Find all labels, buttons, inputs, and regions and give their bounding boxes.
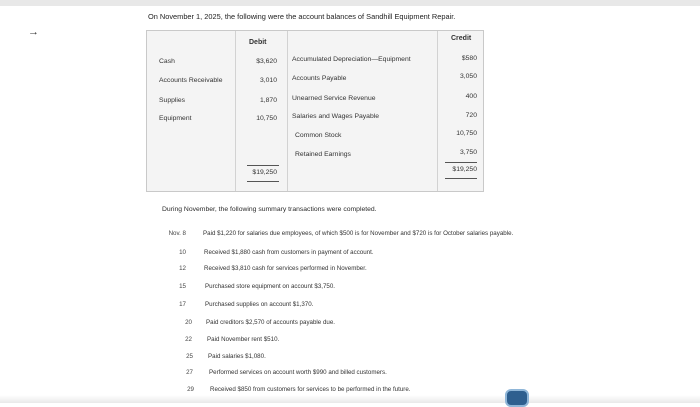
credit-account-name: Common Stock [295,132,342,139]
transaction-row [0,283,700,295]
during-november-text: During November, the following summary transactions were completed. [162,206,377,213]
transaction-date: 17 [179,301,186,308]
debit-amount: $3,620 [256,58,277,65]
intro-text: On November 1, 2025, the following were the account balances of Sandhill Equipment Repair. [148,12,456,21]
debit-amount: 3,010 [259,77,277,84]
credit-account-name: Unearned Service Revenue [292,95,376,102]
credit-account-name: Accounts Payable [292,75,347,82]
debit-account-name: Equipment [159,115,192,122]
credit-amount: $580 [461,55,477,62]
column-divider [287,31,288,191]
credit-total: $19,250 [452,166,477,173]
transaction-date: 20 [185,319,192,326]
transaction-row [0,301,700,313]
credit-amount: 3,050 [459,73,477,80]
transaction-text: Received $1,880 cash from customers in payment of account. [204,249,374,256]
transaction-date: 27 [186,369,193,376]
transaction-date: 15 [179,283,186,290]
transaction-text: Paid creditors $2,570 of accounts payable due. [206,319,335,326]
credit-amount: 720 [465,112,477,119]
transaction-text: Received $3,810 cash for services performed in November. [204,265,367,272]
transaction-row [0,336,700,348]
debit-account-name: Accounts Receivable [159,77,223,84]
transaction-date: 29 [187,386,194,393]
transaction-date: 22 [185,336,192,343]
transaction-text: Purchased store equipment on account $3,750. [205,283,336,290]
credit-amount: 400 [465,93,477,100]
debit-account-name: Supplies [159,97,186,104]
transaction-text: Paid salaries $1,080. [208,353,266,360]
transaction-row [0,230,700,242]
transaction-date: 25 [186,353,193,360]
credit-amount: 10,750 [456,130,477,137]
bottom-edge [0,395,700,403]
debit-total-rule [247,165,279,166]
debit-double-rule [247,181,279,182]
transaction-text: Paid $1,220 for salaries due employees, of which $500 is for November and $720 is for October salaries payable. [203,230,514,237]
transaction-row [0,249,700,261]
transaction-row [0,353,700,365]
credit-account-name: Retained Earnings [295,151,351,158]
transaction-date: 10 [179,249,186,256]
debit-total: $19,250 [252,169,277,176]
credit-amount: 3,750 [459,149,477,156]
transaction-text: Received $850 from customers for services to be performed in the future. [210,386,411,393]
app-badge-icon[interactable] [505,389,529,407]
transaction-text: Performed services on account worth $990 and billed customers. [209,369,387,376]
debit-amount: 10,750 [256,115,277,122]
credit-account-name: Accumulated Depreciation—Equipment [292,56,411,63]
transaction-row [0,369,700,381]
transaction-text: Paid November rent $510. [207,336,280,343]
top-border [0,0,700,6]
debit-header: Debit [249,39,267,46]
arrow-left-icon[interactable]: → [28,26,39,38]
transaction-row [0,319,700,331]
credit-double-rule [445,178,477,179]
transaction-text: Purchased supplies on account $1,370. [205,301,314,308]
transaction-row [0,265,700,277]
debit-amount: 1,870 [259,97,277,104]
credit-total-rule [445,162,477,163]
transaction-date: 12 [179,265,186,272]
debit-account-name: Cash [159,58,175,65]
transaction-date: Nov. 8 [168,230,186,237]
credit-account-name: Salaries and Wages Payable [292,113,380,120]
credit-header: Credit [451,35,472,42]
account-balances-table [146,30,484,192]
column-divider [235,31,236,191]
